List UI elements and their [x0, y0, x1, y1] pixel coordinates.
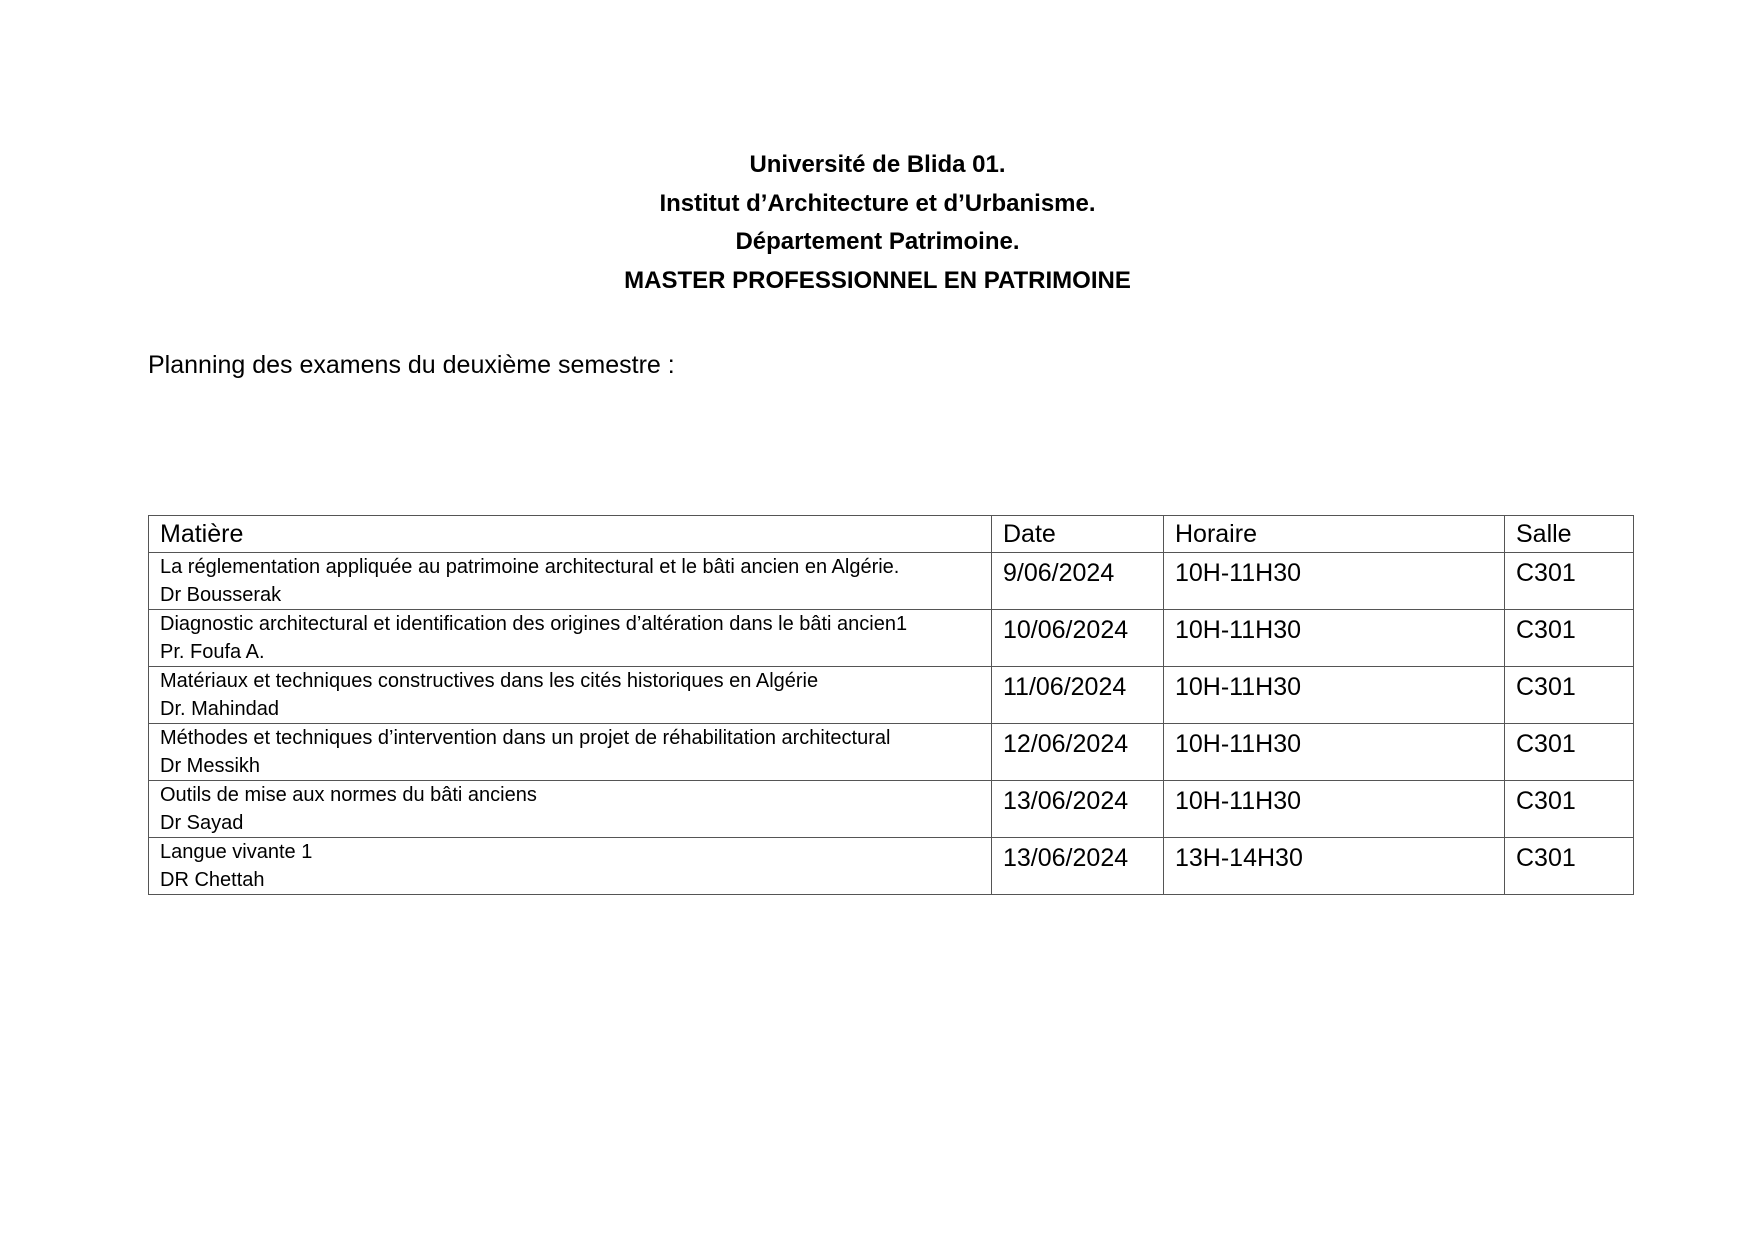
header-date: Date	[992, 516, 1164, 553]
subject-title: Méthodes et techniques d’intervention dans un projet de réhabilitation architectural	[160, 727, 891, 749]
room-cell: C301	[1505, 838, 1634, 895]
date-cell: 13/06/2024	[992, 781, 1164, 838]
date-cell: 9/06/2024	[992, 553, 1164, 610]
subject-teacher: Dr. Mahindad	[160, 698, 279, 720]
table-row	[149, 667, 1634, 724]
room-cell: C301	[1505, 781, 1634, 838]
subject-cell	[149, 781, 992, 838]
subject-title: Outils de mise aux normes du bâti anciens	[160, 784, 537, 806]
subject-teacher: Dr Bousserak	[160, 584, 282, 606]
time-cell: 10H-11H30	[1164, 724, 1505, 781]
date-cell: 13/06/2024	[992, 838, 1164, 895]
table-row	[149, 781, 1634, 838]
schedule-intro: Planning des examens du deuxième semestre :	[148, 351, 675, 379]
subject-cell	[149, 838, 992, 895]
program-name: MASTER PROFESSIONNEL EN PATRIMOINE	[624, 266, 1131, 294]
exam-schedule-table	[148, 515, 1634, 895]
room-cell: C301	[1505, 724, 1634, 781]
table-row	[149, 838, 1634, 895]
time-cell: 10H-11H30	[1164, 667, 1505, 724]
date-cell: 11/06/2024	[992, 667, 1164, 724]
table-row	[149, 553, 1634, 610]
subject-title: Matériaux et techniques constructives dans les cités historiques en Algérie	[160, 670, 819, 692]
header-matiere: Matière	[149, 516, 992, 553]
subject-teacher: Dr Messikh	[160, 755, 261, 777]
table-row	[149, 610, 1634, 667]
time-cell: 13H-14H30	[1164, 838, 1505, 895]
institute-name: Institut d’Architecture et d’Urbanisme.	[659, 189, 1096, 217]
time-cell: 10H-11H30	[1164, 781, 1505, 838]
subject-title: Diagnostic architectural et identification des origines d’altération dans le bâti ancien1	[160, 613, 908, 635]
subject-teacher: Dr Sayad	[160, 812, 244, 834]
date-cell: 10/06/2024	[992, 610, 1164, 667]
document-header	[0, 146, 1755, 300]
subject-cell	[149, 724, 992, 781]
subject-title: La réglementation appliquée au patrimoine architectural et le bâti ancien en Algérie.	[160, 556, 900, 578]
header-salle: Salle	[1505, 516, 1634, 553]
subject-teacher: DR Chettah	[160, 869, 265, 891]
subject-cell	[149, 610, 992, 667]
room-cell: C301	[1505, 610, 1634, 667]
subject-teacher: Pr. Foufa A.	[160, 641, 265, 663]
date-cell: 12/06/2024	[992, 724, 1164, 781]
university-name: Université de Blida 01.	[749, 151, 1006, 178]
subject-cell	[149, 553, 992, 610]
table-header-row	[149, 516, 1634, 553]
subject-cell	[149, 667, 992, 724]
header-horaire: Horaire	[1164, 516, 1505, 553]
time-cell: 10H-11H30	[1164, 553, 1505, 610]
time-cell: 10H-11H30	[1164, 610, 1505, 667]
room-cell: C301	[1505, 553, 1634, 610]
room-cell: C301	[1505, 667, 1634, 724]
subject-title: Langue vivante 1	[160, 841, 313, 863]
table-row	[149, 724, 1634, 781]
department-name: Département Patrimoine.	[735, 228, 1020, 255]
